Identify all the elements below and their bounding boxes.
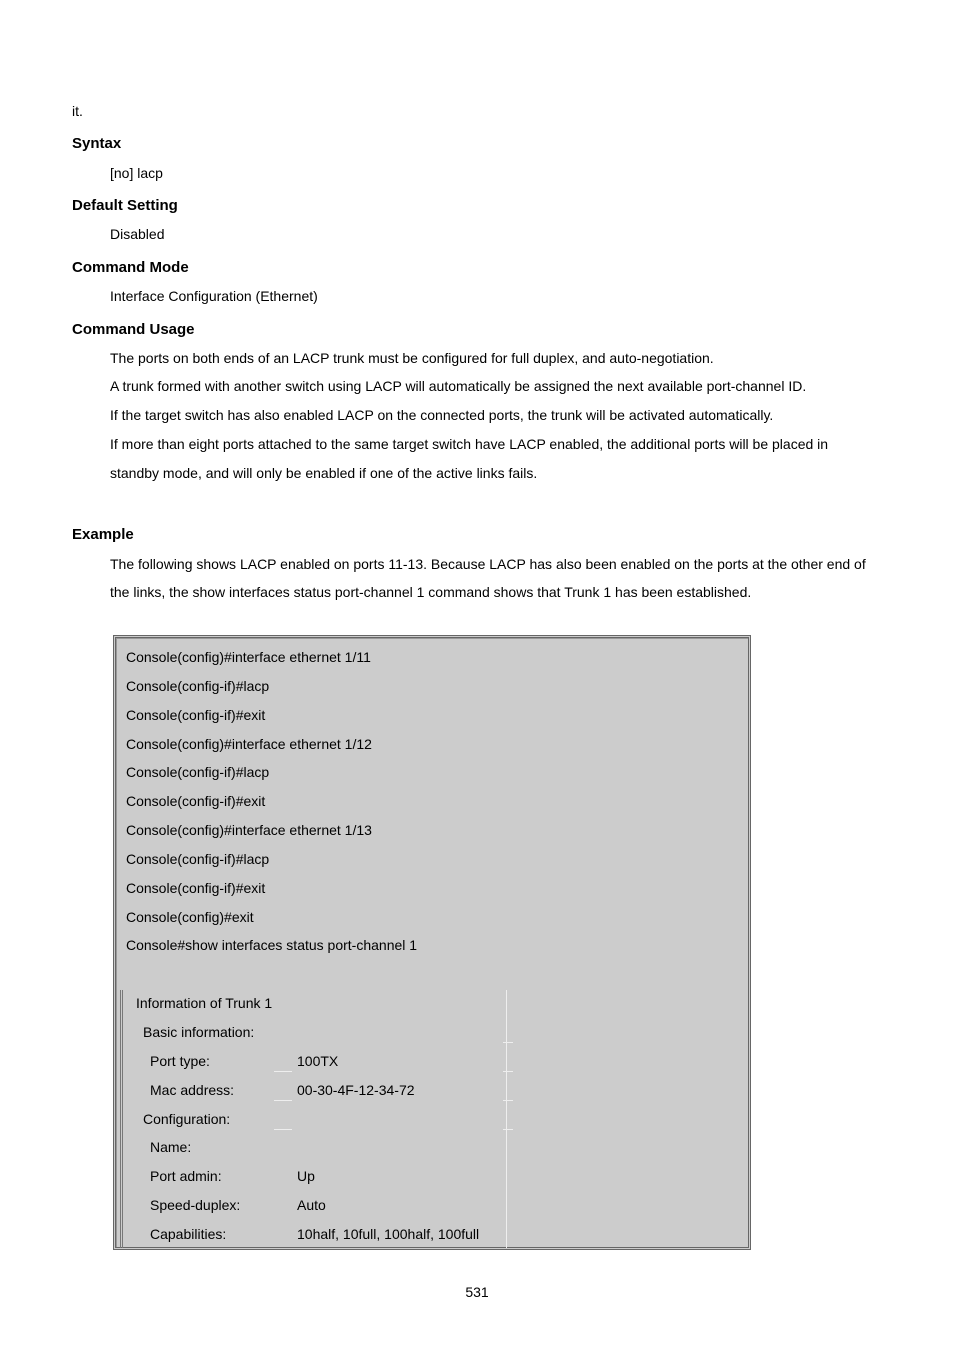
command-mode-text: Interface Configuration (Ethernet) <box>110 288 318 304</box>
capabilities-label: Capabilities: <box>150 1226 227 1242</box>
usage-line: If the target switch has also enabled LACP on the connected ports, the trunk will be activated automatically. <box>110 407 774 423</box>
console-line: Console(config)#interface ethernet 1/11 <box>126 649 371 665</box>
name-label: Name: <box>150 1139 192 1155</box>
row-divider <box>503 1071 513 1072</box>
syntax-text: [no] lacp <box>110 165 163 181</box>
default-setting-text: Disabled <box>110 226 165 242</box>
usage-line: A trunk formed with another switch using LACP will automatically be assigned the next available port-channel ID. <box>110 378 807 394</box>
console-output-box <box>113 635 751 1250</box>
row-divider <box>503 1042 513 1043</box>
console-line: Console#show interfaces status port-channel 1 <box>126 937 418 953</box>
console-line: Console(config-if)#lacp <box>126 851 270 867</box>
console-line: Console(config-if)#exit <box>126 707 266 723</box>
mac-address-value: 00-30-4F-12-34-72 <box>297 1082 415 1098</box>
usage-line: standby mode, and will only be enabled if one of the active links fails. <box>110 465 538 481</box>
command-usage-heading: Command Usage <box>72 321 195 338</box>
usage-line: If more than eight ports attached to the same target switch have LACP enabled, the additional ports will be placed in <box>110 436 829 452</box>
console-line: Console(config-if)#lacp <box>126 764 270 780</box>
trunk-info-block <box>120 990 507 1248</box>
configuration-heading: Configuration: <box>143 1111 231 1127</box>
port-type-label: Port type: <box>150 1053 210 1069</box>
basic-info-heading: Basic information: <box>143 1024 255 1040</box>
example-heading: Example <box>72 526 134 543</box>
console-line: Console(config)#interface ethernet 1/13 <box>126 822 372 838</box>
trunk-info-title: Information of Trunk 1 <box>136 995 273 1011</box>
example-line: The following shows LACP enabled on ports 11-13. Because LACP has also been enabled on the ports at the other end of <box>110 556 866 572</box>
capabilities-value: 10half, 10full, 100half, 100full <box>297 1226 480 1242</box>
console-line: Console(config-if)#lacp <box>126 678 270 694</box>
mac-address-label: Mac address: <box>150 1082 235 1098</box>
usage-line: The ports on both ends of an LACP trunk must be configured for full duplex, and auto-negotiation. <box>110 350 714 366</box>
syntax-heading: Syntax <box>72 135 122 152</box>
console-line: Console(config)#exit <box>126 909 254 925</box>
intro-text: it. <box>72 103 83 119</box>
default-setting-heading: Default Setting <box>72 197 178 214</box>
row-divider <box>274 1129 292 1130</box>
console-line: Console(config-if)#exit <box>126 880 266 896</box>
page-number: 531 <box>465 1284 489 1300</box>
speed-duplex-value: Auto <box>297 1197 326 1213</box>
port-type-value: 100TX <box>297 1053 339 1069</box>
row-divider <box>503 1129 513 1130</box>
row-divider <box>503 1100 513 1101</box>
port-admin-label: Port admin: <box>150 1168 222 1184</box>
command-mode-heading: Command Mode <box>72 259 189 276</box>
console-line: Console(config)#interface ethernet 1/12 <box>126 736 372 752</box>
row-divider <box>274 1071 292 1072</box>
row-divider <box>274 1100 292 1101</box>
console-line: Console(config-if)#exit <box>126 793 266 809</box>
port-admin-value: Up <box>297 1168 315 1184</box>
speed-duplex-label: Speed-duplex: <box>150 1197 241 1213</box>
example-line: the links, the show interfaces status port-channel 1 command shows that Trunk 1 has been established. <box>110 584 752 600</box>
